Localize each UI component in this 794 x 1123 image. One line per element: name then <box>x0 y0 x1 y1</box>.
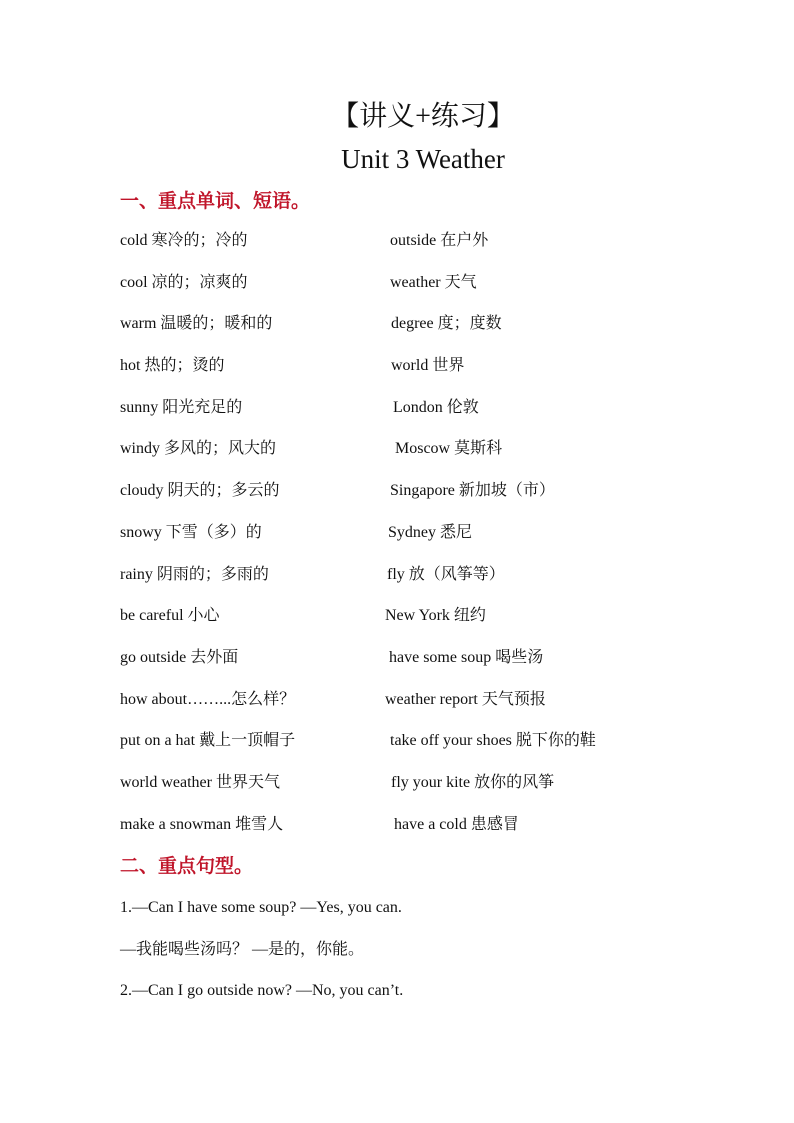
vocab-term-left: cool 凉的；凉爽的 <box>120 273 248 291</box>
vocab-row <box>120 772 680 814</box>
vocab-term-left: sunny 阳光充足的 <box>120 398 243 416</box>
vocab-term-left: go outside 去外面 <box>120 648 239 666</box>
sentence-line: 2.—Can I go outside now? —No, you can’t. <box>120 982 404 999</box>
vocab-term-right: have a cold 患感冒 <box>394 815 519 833</box>
vocab-term-right: London 伦敦 <box>393 398 479 416</box>
vocab-term-left: cloudy 阴天的；多云的 <box>120 482 280 500</box>
vocab-term-right: weather report 天气预报 <box>385 690 546 708</box>
vocab-term-right: Singapore 新加坡（市） <box>390 482 555 500</box>
vocab-term-right: degree 度；度数 <box>391 315 502 333</box>
vocab-row <box>120 730 680 772</box>
vocab-row <box>120 272 680 314</box>
vocab-row <box>120 480 680 522</box>
document-title: 【讲义+练习】 <box>331 101 515 132</box>
vocab-term-right: fly your kite 放你的风筝 <box>391 773 555 791</box>
vocab-term-right: outside 在户外 <box>390 232 489 249</box>
vocab-row <box>120 313 680 355</box>
vocab-term-left: world weather 世界天气 <box>120 773 280 791</box>
vocab-row <box>120 814 680 856</box>
vocab-row <box>120 397 680 439</box>
vocab-row <box>120 438 680 480</box>
vocab-term-left: make a snowman 堆雪人 <box>120 815 284 833</box>
section-heading-sentences: 二、重点句型。 <box>120 855 254 877</box>
vocab-term-left: put on a hat 戴上一顶帽子 <box>120 732 296 750</box>
vocab-row <box>120 605 680 647</box>
vocab-term-left: hot 热的；烫的 <box>120 357 225 375</box>
vocab-term-left: how about……...怎么样？ <box>120 690 296 708</box>
vocab-term-right: weather 天气 <box>390 273 477 291</box>
vocab-term-right: have some soup 喝些汤 <box>389 648 544 666</box>
vocab-term-right: fly 放（风筝等） <box>387 565 505 583</box>
vocab-row <box>120 355 680 397</box>
section-heading-vocabulary: 一、重点单词、短语。 <box>120 190 311 212</box>
vocab-term-right: world 世界 <box>391 357 465 375</box>
vocab-term-right: Moscow 莫斯科 <box>395 440 503 458</box>
vocab-term-left: cold 寒冷的；冷的 <box>120 232 248 249</box>
vocab-row <box>120 647 680 689</box>
vocab-row <box>120 230 680 272</box>
vocab-term-left: snowy 下雪（多）的 <box>120 523 262 541</box>
vocab-term-right: New York 纽约 <box>385 607 486 625</box>
vocab-row <box>120 564 680 606</box>
unit-title: Unit 3 Weather <box>341 144 505 174</box>
vocabulary-list <box>120 230 680 855</box>
sentence-list <box>120 897 720 1022</box>
vocab-term-right: take off your shoes 脱下你的鞋 <box>390 732 596 750</box>
vocab-term-left: rainy 阴雨的；多雨的 <box>120 565 269 583</box>
vocab-term-left: warm 温暖的；暖和的 <box>120 315 273 333</box>
vocab-term-left: be careful 小心 <box>120 607 220 625</box>
vocab-term-right: Sydney 悉尼 <box>388 523 473 541</box>
sentence-line: 1.—Can I have some soup? —Yes, you can. <box>120 899 402 916</box>
vocab-term-left: windy 多风的；风大的 <box>120 440 277 458</box>
vocab-row <box>120 522 680 564</box>
sentence-line: —我能喝些汤吗？ —是的，你能。 <box>120 940 365 958</box>
vocab-row <box>120 689 680 731</box>
